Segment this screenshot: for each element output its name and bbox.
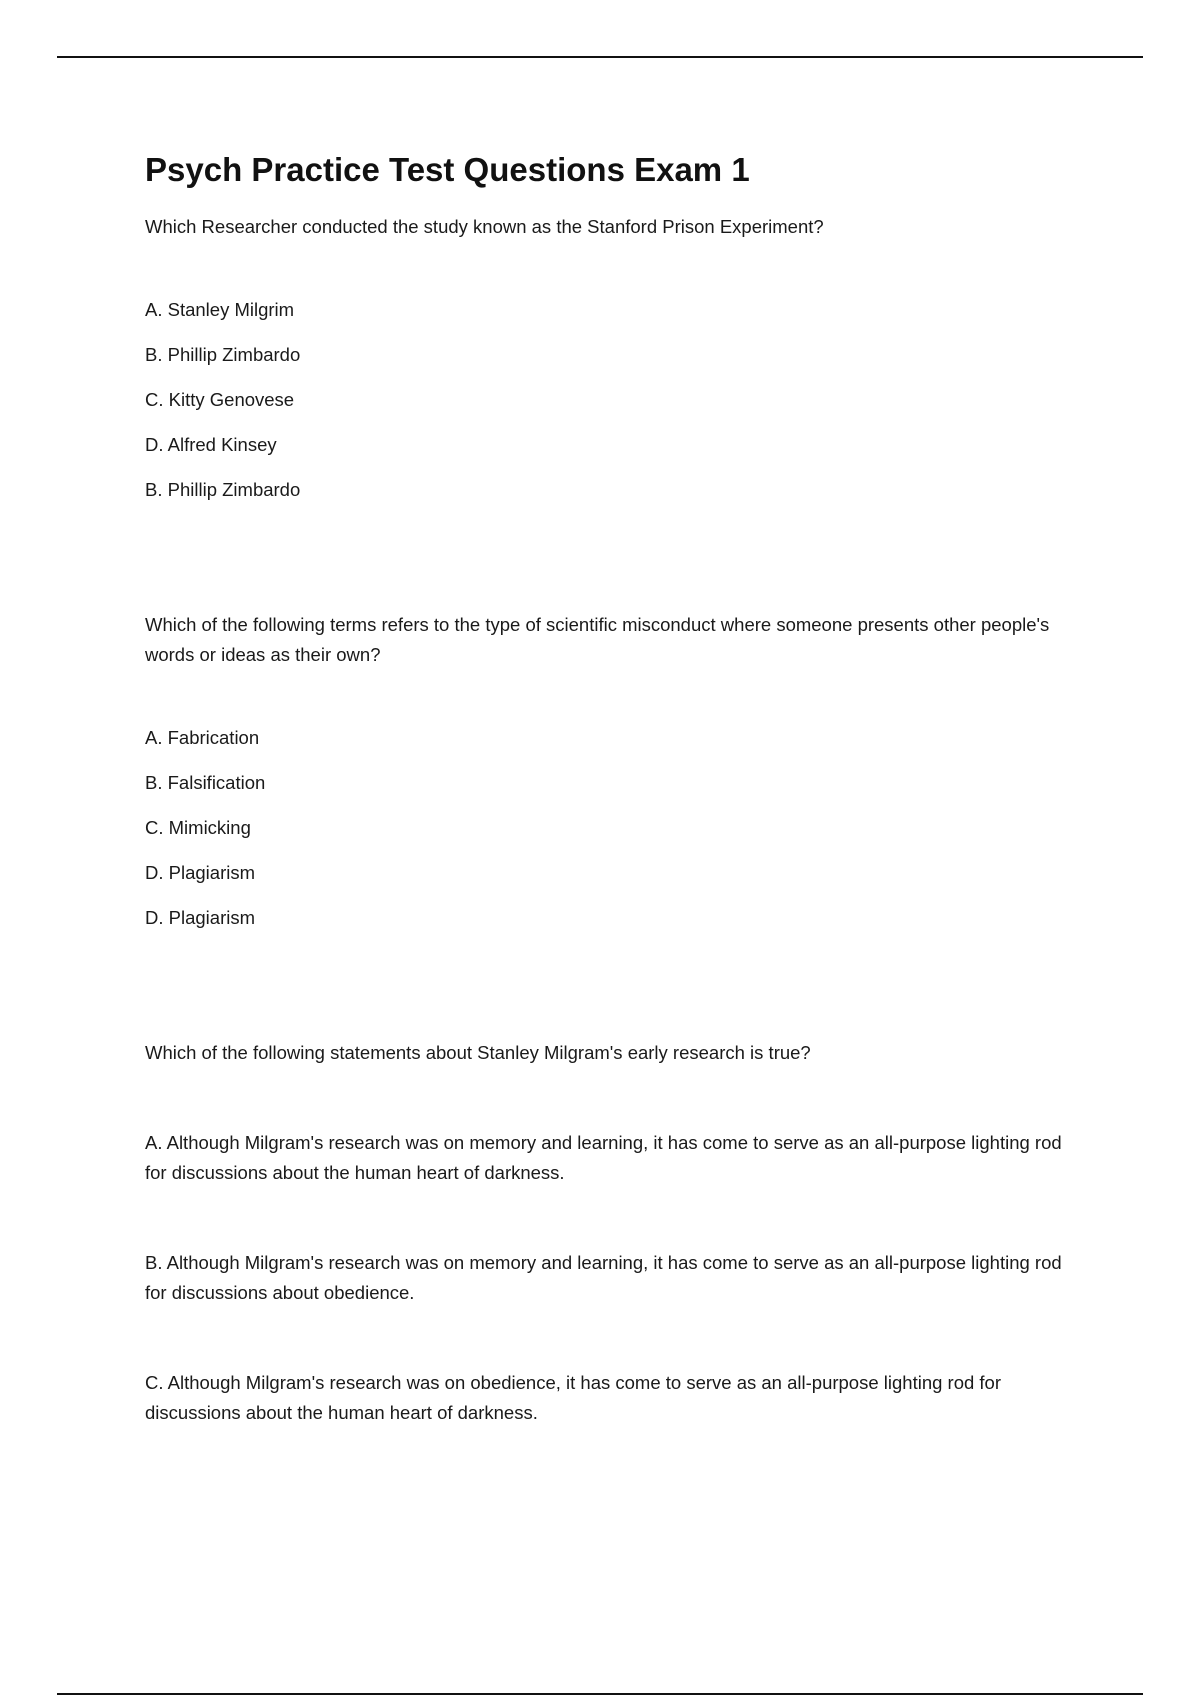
question-block-2 (145, 610, 1075, 933)
question-3-prompt: Which of the following statements about Stanley Milgram's early research is true? (145, 1041, 811, 1063)
question-1-options (145, 295, 1075, 460)
bottom-rule (57, 1693, 1143, 1695)
question-1-option-c: C. Kitty Genovese (145, 388, 295, 410)
question-2-option-a: A. Fabrication (145, 726, 260, 748)
document-title: Psych Practice Test Questions Exam 1 (145, 151, 750, 188)
question-2-option-d: D. Plagiarism (145, 861, 255, 883)
question-3-options (145, 1128, 1075, 1428)
question-2-options (145, 723, 1075, 888)
question-3-option-a: A. Although Milgram's research was on memory and learning, it has come to serve as an all-purpose lighting rod for discussions about the human heart of darkness. (145, 1131, 1062, 1183)
question-2-option-c: C. Mimicking (145, 816, 251, 838)
question-2-answer: D. Plagiarism (145, 906, 255, 928)
question-1-answer: B. Phillip Zimbardo (145, 478, 301, 500)
question-block-3 (145, 1038, 1075, 1428)
document-body (145, 150, 1075, 1488)
question-1-prompt: Which Researcher conducted the study known as the Stanford Prison Experiment? (145, 215, 824, 237)
question-1-option-b: B. Phillip Zimbardo (145, 343, 301, 365)
question-2-prompt: Which of the following terms refers to the type of scientific misconduct where someone presents other people's words or ideas as their own? (145, 613, 1050, 665)
question-1-option-a: A. Stanley Milgrim (145, 298, 295, 320)
question-3-option-c: C. Although Milgram's research was on obedience, it has come to serve as an all-purpose lighting rod for discussions about the human heart of darkness. (145, 1371, 1002, 1423)
top-rule (57, 56, 1143, 58)
question-2-option-b: B. Falsification (145, 771, 266, 793)
question-block-1 (145, 212, 1075, 505)
question-3-option-b: B. Although Milgram's research was on memory and learning, it has come to serve as an all-purpose lighting rod for discussions about obedience. (145, 1251, 1062, 1303)
question-1-option-d: D. Alfred Kinsey (145, 433, 277, 455)
